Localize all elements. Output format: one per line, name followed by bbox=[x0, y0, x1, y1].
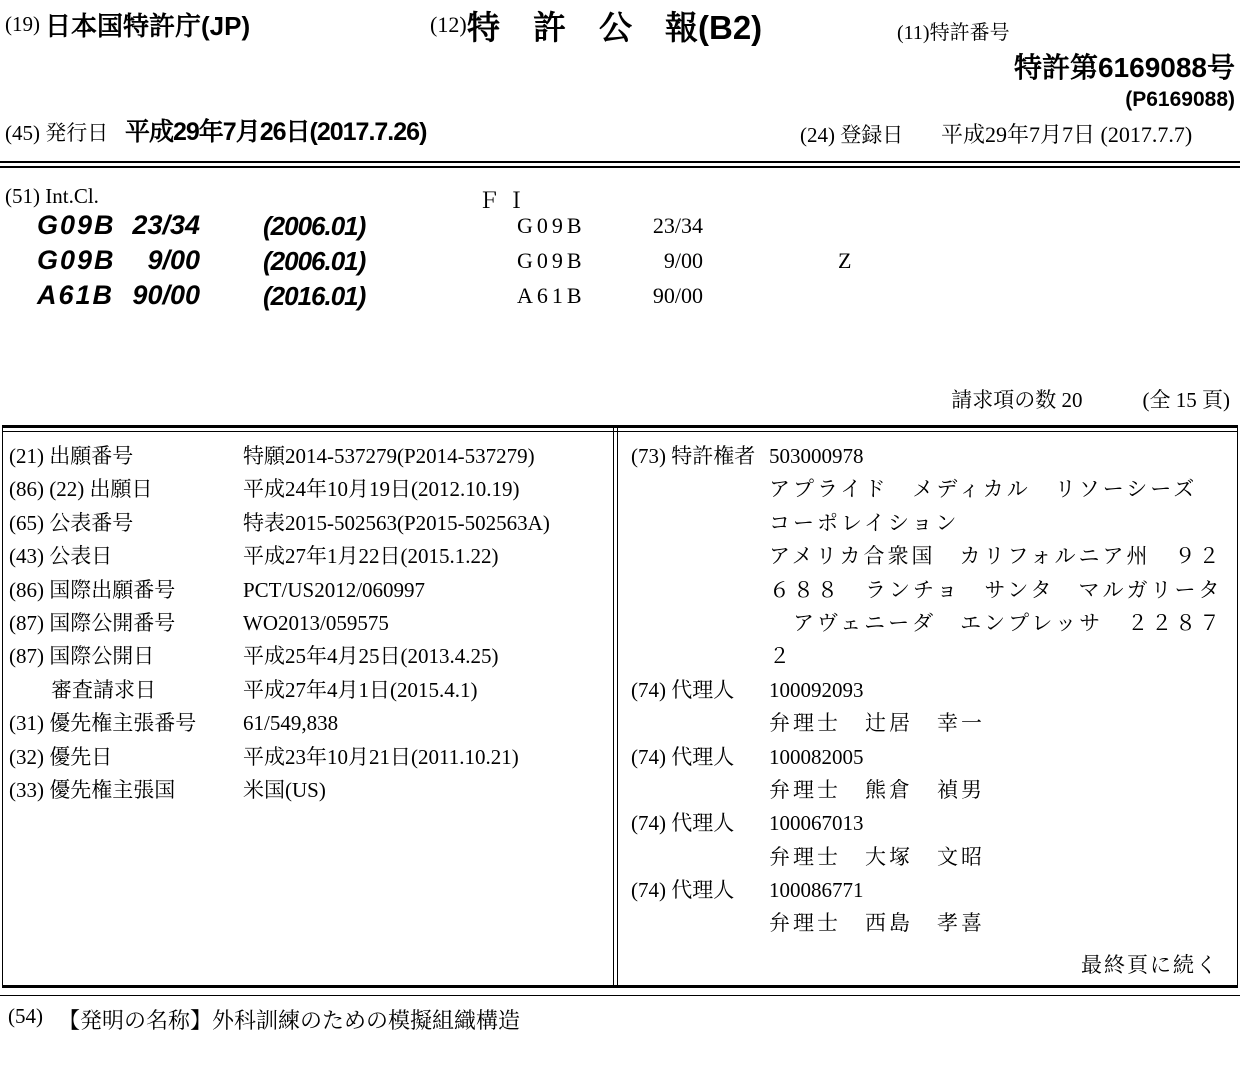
fi-class: G09B bbox=[517, 248, 586, 273]
fi-class: G09B bbox=[517, 213, 586, 238]
bib-row bbox=[9, 707, 604, 740]
bib-row bbox=[631, 874, 1231, 907]
fi-section-label: Ｆ Ｉ bbox=[478, 188, 528, 213]
bib-row bbox=[9, 507, 604, 540]
bib-text: アメリカ合衆国 カリフォルニア州 ９２ bbox=[769, 544, 1223, 569]
claims-count: 請求項の数 20 bbox=[951, 388, 1083, 412]
bib-value: 平成27年1月22日(2015.1.22) bbox=[243, 544, 499, 569]
bib-value: 503000978 bbox=[769, 444, 864, 468]
intcl-number: 9/00 bbox=[147, 245, 200, 275]
bib-row bbox=[631, 440, 1231, 473]
intcl-class: G09B bbox=[37, 245, 116, 275]
bib-row-indent bbox=[631, 540, 1231, 573]
kind-code-19: (19) bbox=[5, 12, 40, 36]
bib-row bbox=[9, 640, 604, 673]
bib-row-indent bbox=[631, 707, 1231, 740]
bib-row bbox=[9, 741, 604, 774]
bib-label: (73) 特許権者 bbox=[631, 444, 756, 468]
kind-code-12: (12) bbox=[430, 12, 467, 37]
bib-text: 弁理士 辻居 幸一 bbox=[769, 711, 985, 736]
bib-label: (74) 代理人 bbox=[631, 878, 735, 903]
fi-subclass: Z bbox=[838, 248, 852, 273]
bib-row bbox=[631, 807, 1231, 840]
bib-row-indent bbox=[631, 640, 1231, 673]
bib-value: 100082005 bbox=[769, 744, 864, 769]
bib-row bbox=[9, 607, 604, 640]
bib-text: 弁理士 西島 孝喜 bbox=[769, 911, 985, 936]
bib-label: (74) 代理人 bbox=[631, 744, 735, 769]
bib-row bbox=[9, 574, 604, 607]
patent-office-name: 日本国特許庁(JP) bbox=[45, 11, 251, 41]
fi-class: A61B bbox=[517, 283, 586, 308]
bib-label: (86) (22) 出願日 bbox=[9, 477, 153, 502]
register-date: 平成29年7月7日 (2017.7.7) bbox=[941, 122, 1193, 147]
issue-date-label: (45) 発行日 bbox=[5, 121, 109, 145]
fi-number: 9/00 bbox=[663, 248, 703, 273]
invention-title-code: (54) bbox=[8, 1004, 43, 1028]
intcl-version: (2006.01) bbox=[263, 246, 366, 276]
bib-row bbox=[631, 741, 1231, 774]
fi-number: 23/34 bbox=[652, 213, 703, 238]
header-divider-rule bbox=[0, 161, 1240, 168]
intcl-class: A61B bbox=[37, 280, 115, 310]
bib-value: 平成23年10月21日(2011.10.21) bbox=[243, 744, 519, 769]
bib-label: (21) 出願番号 bbox=[9, 444, 134, 468]
bib-value: WO2013/059575 bbox=[243, 610, 389, 635]
bib-label: (43) 公表日 bbox=[9, 544, 113, 569]
bib-value: 100092093 bbox=[769, 677, 864, 702]
bib-value: 平成27年4月1日(2015.4.1) bbox=[243, 677, 478, 702]
bibliography-box bbox=[2, 425, 1238, 988]
bib-row-indent bbox=[631, 607, 1231, 640]
bib-text: ６８８ ランチョ サンタ マルガリータ bbox=[769, 577, 1223, 602]
bib-row-indent bbox=[631, 841, 1231, 874]
bib-row-indent bbox=[631, 473, 1231, 506]
intcl-number: 23/34 bbox=[132, 210, 200, 240]
bib-row bbox=[9, 674, 604, 707]
box-top-inner-rule bbox=[2, 431, 1238, 432]
issue-date: 平成29年7月26日(2017.7.26) bbox=[125, 118, 427, 146]
bib-value: 特表2015-502563(P2015-502563A) bbox=[243, 510, 550, 535]
bib-text: ２ bbox=[769, 644, 793, 669]
bib-label: (33) 優先権主張国 bbox=[9, 777, 176, 802]
bib-value: 米国(US) bbox=[243, 777, 326, 802]
bib-label: (32) 優先日 bbox=[9, 744, 113, 769]
bib-label: (65) 公表番号 bbox=[9, 510, 134, 535]
bib-row bbox=[9, 540, 604, 573]
bib-text: 弁理士 大塚 文昭 bbox=[769, 844, 985, 869]
bib-value: 平成24年10月19日(2012.10.19) bbox=[243, 477, 520, 502]
bib-row-indent bbox=[631, 507, 1231, 540]
patent-number-label: (11)特許番号 bbox=[897, 22, 1010, 44]
bib-label: (74) 代理人 bbox=[631, 677, 735, 702]
total-pages: (全 15 頁) bbox=[1142, 388, 1230, 412]
intcl-version: (2006.01) bbox=[263, 211, 366, 241]
bib-label: (86) 国際出願番号 bbox=[9, 577, 176, 602]
bib-value: 100086771 bbox=[769, 878, 864, 903]
continued-note bbox=[631, 949, 1231, 982]
fi-number: 90/00 bbox=[652, 283, 703, 308]
bib-row bbox=[9, 440, 604, 473]
bib-row-indent bbox=[631, 907, 1231, 940]
bib-row-indent bbox=[631, 574, 1231, 607]
box-bottom-outer-rule bbox=[0, 995, 1240, 996]
bib-text: 弁理士 熊倉 禎男 bbox=[769, 777, 985, 802]
bib-label: (87) 国際公開日 bbox=[9, 644, 155, 669]
bibliography-right-column bbox=[631, 440, 1231, 982]
bib-label: 審査請求日 bbox=[9, 677, 156, 702]
bib-row bbox=[9, 774, 604, 807]
patent-number: 特許第6169088号 bbox=[1013, 52, 1235, 83]
bib-label: (74) 代理人 bbox=[631, 811, 735, 836]
invention-title-text: 【発明の名称】外科訓練のための模擬組織構造 bbox=[58, 1008, 521, 1033]
intcl-version: (2016.01) bbox=[263, 281, 366, 311]
continued-text: 最終頁に続く bbox=[1081, 952, 1219, 977]
bib-value: 平成25年4月25日(2013.4.25) bbox=[243, 644, 499, 669]
bib-value: 特願2014-537279(P2014-537279) bbox=[243, 444, 535, 468]
bib-label: (31) 優先権主張番号 bbox=[9, 711, 197, 736]
claims-note bbox=[951, 384, 1230, 414]
intcl-class: G09B bbox=[37, 210, 116, 240]
patent-number-paren: (P6169088) bbox=[1125, 88, 1235, 111]
bib-value: 100067013 bbox=[769, 811, 864, 836]
bib-value: PCT/US2012/060997 bbox=[243, 577, 426, 602]
bib-text: コーポレイション bbox=[769, 510, 960, 535]
gazette-title: 特 許 公 報(B2) bbox=[467, 9, 763, 46]
bib-value: 61/549,838 bbox=[243, 711, 339, 736]
intcl-section-label: (51) Int.Cl. bbox=[5, 184, 99, 208]
bib-label: (87) 国際公開番号 bbox=[9, 610, 176, 635]
bib-row-indent bbox=[631, 774, 1231, 807]
bib-row bbox=[631, 674, 1231, 707]
column-divider bbox=[613, 428, 618, 985]
bib-text: アプライド メディカル リソーシーズ bbox=[769, 477, 1198, 502]
bibliography-left-column bbox=[9, 440, 604, 807]
intcl-number: 90/00 bbox=[132, 280, 200, 310]
bib-text: アヴェニーダ エンプレッサ ２２８７ bbox=[769, 610, 1224, 635]
bib-row bbox=[9, 473, 604, 506]
register-date-label: (24) 登録日 bbox=[800, 123, 904, 147]
